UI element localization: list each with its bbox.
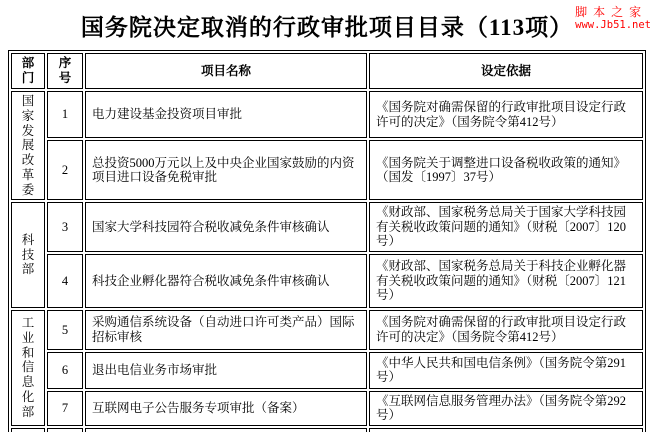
project-cell: 科技企业孵化器符合税收减免条件审核确认 bbox=[85, 254, 367, 308]
watermark bbox=[575, 5, 651, 32]
basis-cell: 《中华人民共和国电信条例》（国务院令第291号） bbox=[369, 352, 643, 389]
project-cell: 互联网电子公告服务专项审批（备案） bbox=[85, 391, 367, 426]
header-legal-basis: 设定依据 bbox=[369, 53, 643, 89]
department-label: 国家发展改革委 bbox=[21, 94, 35, 197]
project-cell: 采购通信系统设备（自动进口许可类产品）国际招标审核 bbox=[85, 310, 367, 350]
header-index bbox=[47, 53, 83, 89]
project-cell bbox=[85, 428, 367, 432]
table-row bbox=[11, 310, 643, 350]
basis-cell bbox=[369, 428, 643, 432]
department-label: 工业和信息化部 bbox=[21, 316, 35, 419]
department-cell-most bbox=[11, 202, 45, 308]
department-cell-ndrc bbox=[11, 91, 45, 200]
table-row bbox=[11, 254, 643, 308]
basis-cell: 《互联网信息服务管理办法》（国务院令第292号） bbox=[369, 391, 643, 426]
project-cell: 总投资5000万元以上及中央企业国家鼓励的内资项目进口设备免税审批 bbox=[85, 140, 367, 200]
watermark-site-url: www.Jb51.net bbox=[575, 19, 651, 32]
basis-cell: 《财政部、国家税务总局关于科技企业孵化器有关税收政策问题的通知》（财税〔2007〕121号） bbox=[369, 254, 643, 308]
table-row bbox=[11, 352, 643, 389]
index-cell: 1 bbox=[47, 91, 83, 138]
department-cell-miit bbox=[11, 310, 45, 426]
index-cell: 7 bbox=[47, 391, 83, 426]
index-cell: 2 bbox=[47, 140, 83, 200]
index-cell: 6 bbox=[47, 352, 83, 389]
index-cell bbox=[47, 428, 83, 432]
table-header-row bbox=[11, 53, 643, 89]
table-row-partial bbox=[11, 428, 643, 432]
table-row bbox=[11, 391, 643, 426]
index-cell: 3 bbox=[47, 202, 83, 252]
index-cell: 5 bbox=[47, 310, 83, 350]
project-cell: 电力建设基金投资项目审批 bbox=[85, 91, 367, 138]
table-row bbox=[11, 91, 643, 138]
header-project-name: 项目名称 bbox=[85, 53, 367, 89]
header-index-label: 序号 bbox=[58, 56, 72, 85]
basis-cell: 《国务院对确需保留的行政审批项目设定行政许可的决定》（国务院令第412号） bbox=[369, 310, 643, 350]
project-cell: 国家大学科技园符合税收减免条件审核确认 bbox=[85, 202, 367, 252]
watermark-site-name: 脚本之家 bbox=[575, 5, 648, 19]
department-cell bbox=[11, 428, 45, 432]
project-cell: 退出电信业务市场审批 bbox=[85, 352, 367, 389]
page-header bbox=[0, 0, 654, 50]
basis-cell: 《财政部、国家税务总局关于国家大学科技园有关税收政策问题的通知》（财税〔2007〕120号） bbox=[369, 202, 643, 252]
department-label: 科技部 bbox=[21, 232, 35, 277]
basis-cell: 《国务院关于调整进口设备税收政策的通知》（国发〔1997〕37号） bbox=[369, 140, 643, 200]
table-row bbox=[11, 202, 643, 252]
table-row bbox=[11, 140, 643, 200]
basis-cell: 《国务院对确需保留的行政审批项目设定行政许可的决定》（国务院令第412号） bbox=[369, 91, 643, 138]
index-cell: 4 bbox=[47, 254, 83, 308]
approval-items-table bbox=[8, 50, 646, 432]
header-department-label: 部门 bbox=[21, 56, 35, 85]
page-title: 国务院决定取消的行政审批项目目录（113项） bbox=[80, 15, 574, 40]
header-department bbox=[11, 53, 45, 89]
